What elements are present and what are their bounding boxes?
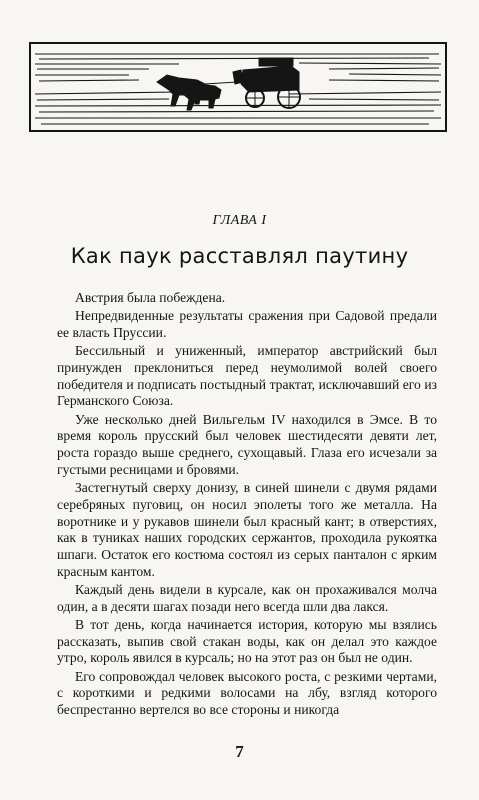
paragraph: Непредвиденные результаты сражения при Садовой предали ее власть Пруссии. (57, 308, 437, 340)
page-number: 7 (235, 742, 244, 761)
paragraph: Австрия была побеждена. (75, 290, 226, 305)
paragraph: Уже несколько дней Вильгельм IV находился в Эмсе. В то время король прусский был человек шестидесяти девяти лет, роста гораздо выше среднего, сухощавый. Глаза его исчезали за густыми ресницами и бровями. (57, 411, 437, 477)
paragraph: Бессильный и униженный, император австрийский был принужден преклониться перед неумолимой волей своего победителя и подписать постыдный трактат, исключавший его из Германского Союза. (57, 343, 437, 409)
paragraph: Застегнутый сверху донизу, в синей шинели с двумя рядами серебряных пуговиц, он носил эполеты того же металла. На воротнике и у рукавов шинели был красный кант; в отверстиях, как в туниках наших городских сержантов, проходила рукоятка шпаги. Остаток его костюма состоял из серых панталон с ярким красным кантом. (57, 480, 437, 579)
paragraph: В тот день, когда начинается история, которую мы взялись рассказать, выпив свой стакан воды, как он делал это каждое утро, король явился в курсаль; но на этот раз он был не один. (57, 616, 437, 666)
chapter-number: ГЛАВА I (212, 213, 267, 228)
chapter-vignette (29, 42, 447, 132)
chapter-body (57, 290, 437, 720)
horse-drawn-carriage-icon (29, 42, 447, 132)
chapter-title: Как паук расставлял паутину (70, 244, 409, 268)
paragraph: Его сопровождал человек высокого роста, с резкими чертами, с короткими и редкими волосами на лбу, взгляд которого беспрестанно вертелся во все стороны и никогда (57, 668, 437, 718)
paragraph: Каждый день видели в курсале, как он прохаживался молча один, а в десяти шагах позади него всегда шли два лакся. (57, 581, 437, 614)
